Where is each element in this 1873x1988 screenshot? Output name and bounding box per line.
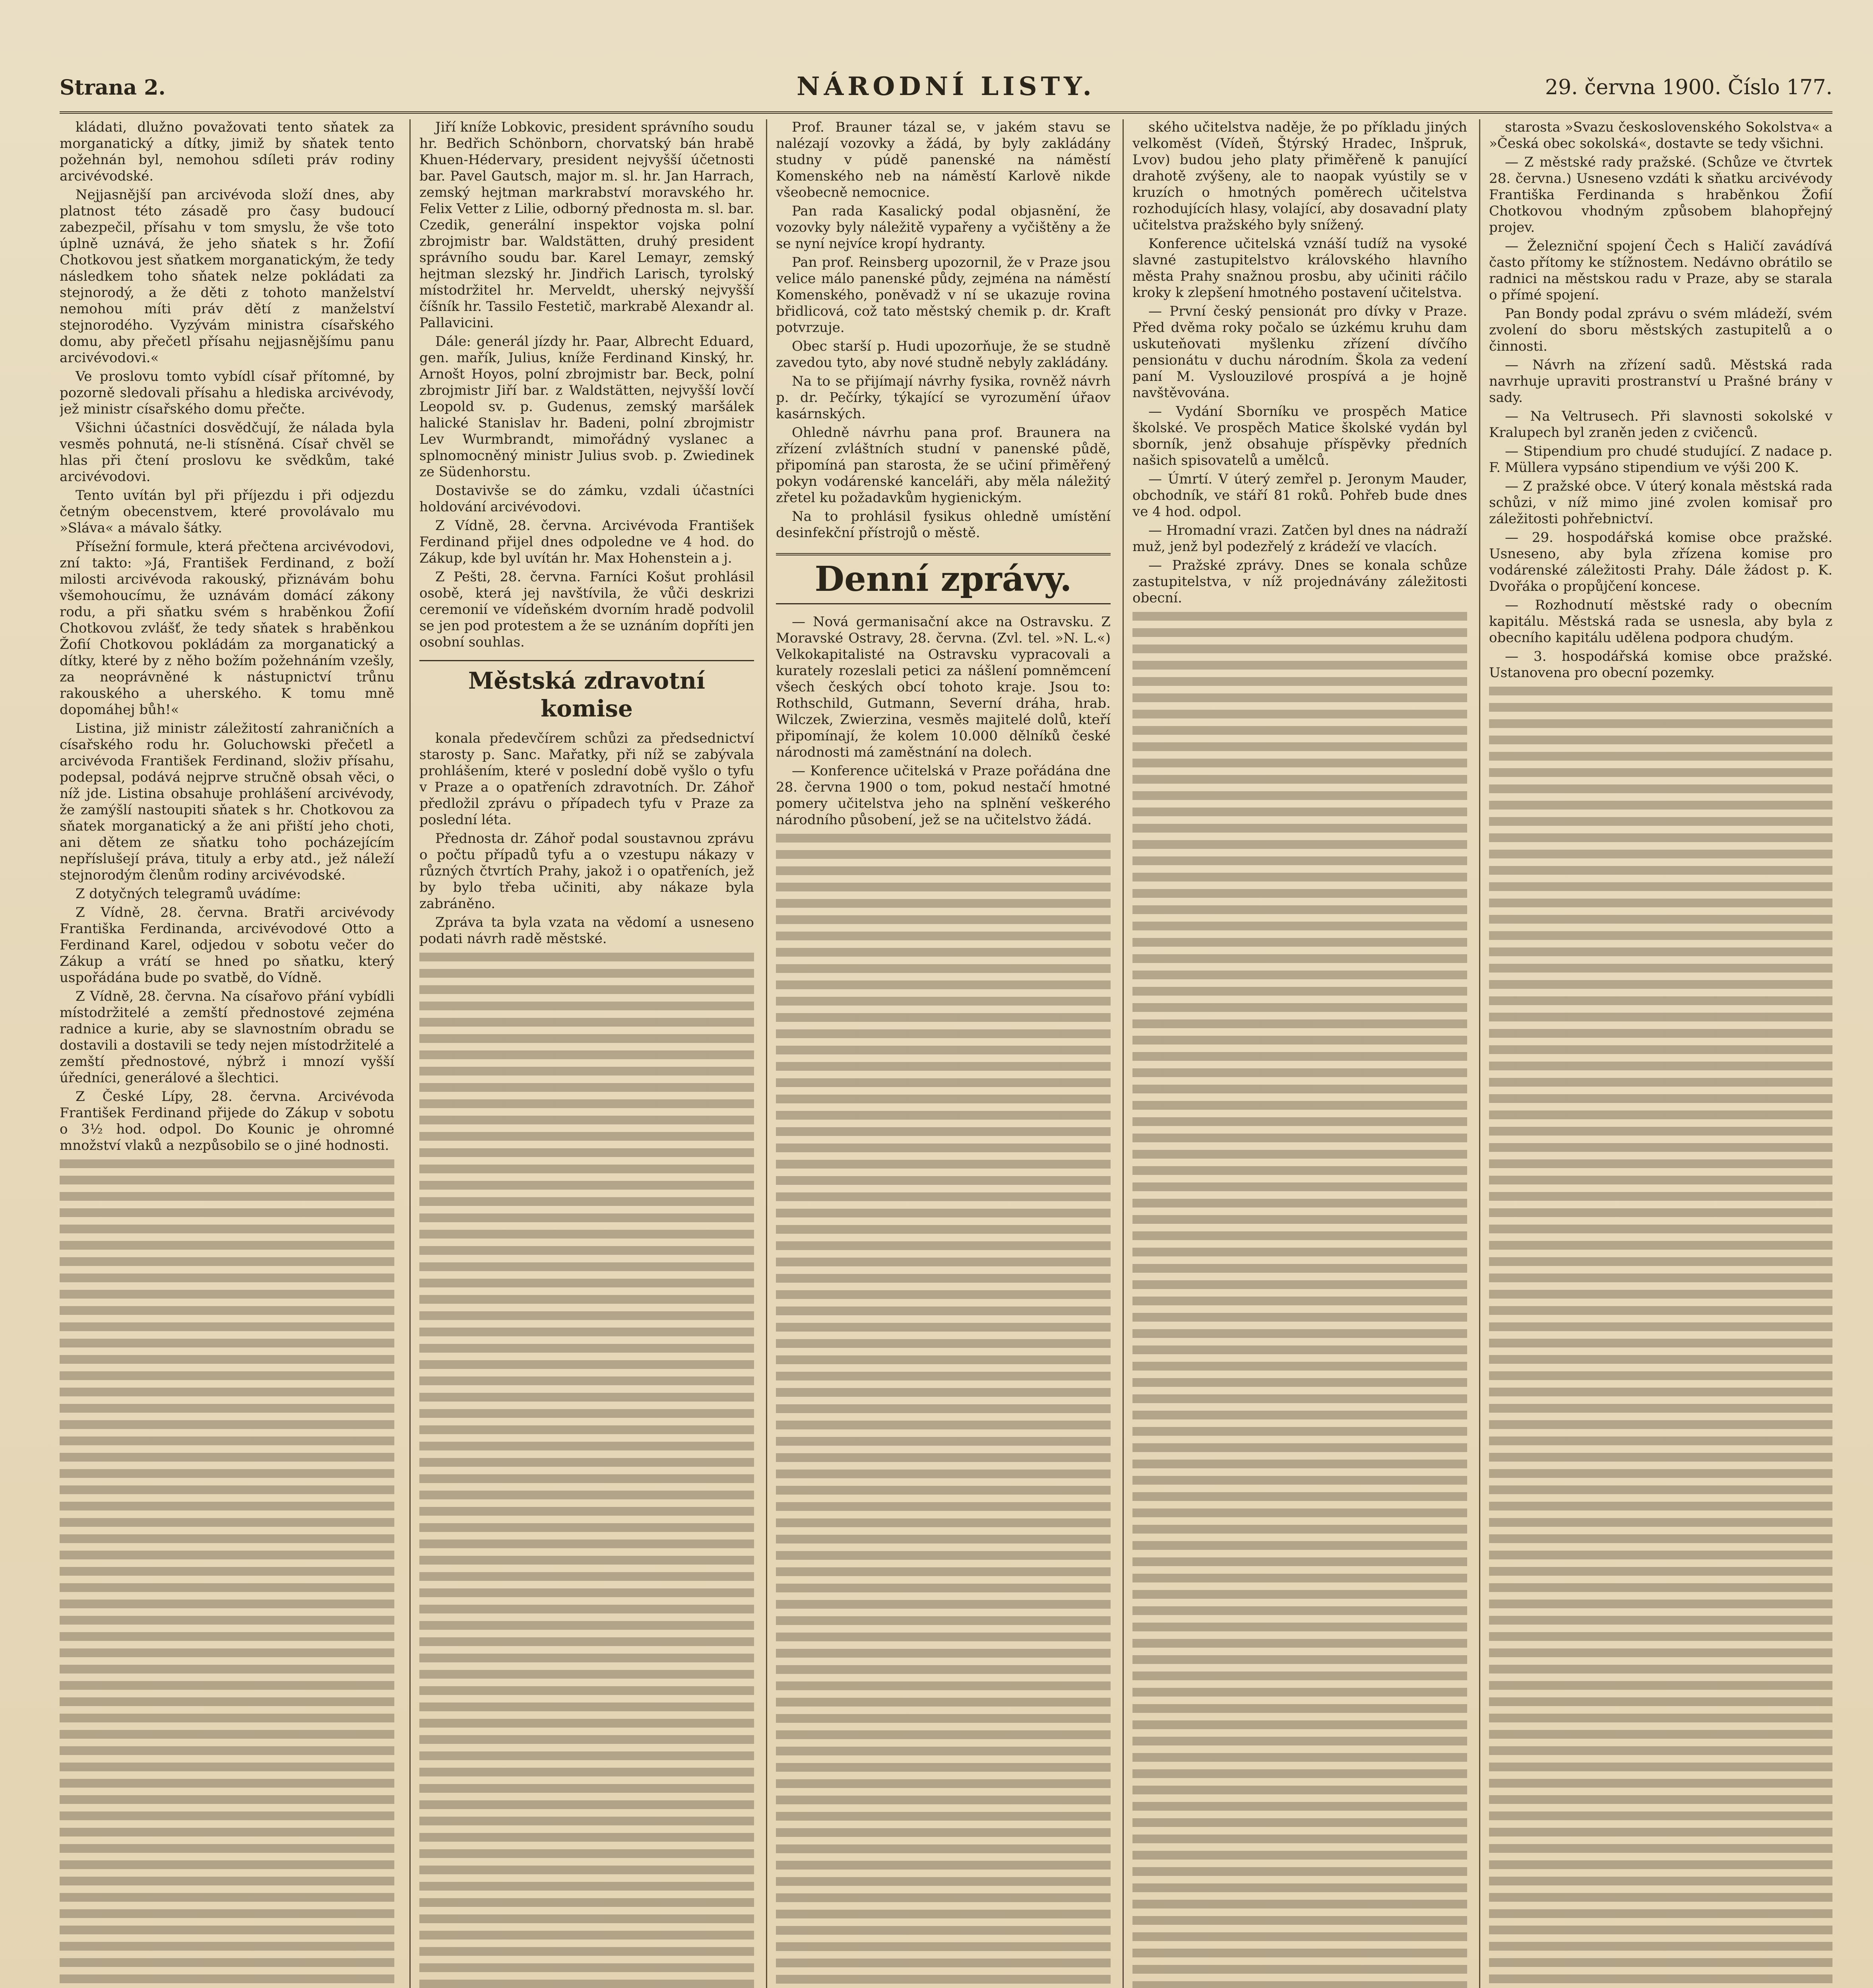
column-1	[60, 119, 394, 1988]
paragraph: Dále: generál jízdy hr. Paar, Albrecht Eduard, gen. mařík, Julius, kníže Ferdinand Kinský, hr. Arnošt Hoyos, polní zbrojmistr bar. Beck, polní zbrojmistr Jiří bar. z Waldstätten, nejvyšší lovčí Leopold sv. p. Gudenus, zemský maršálek halické Stanislav hr. Badeni, polní zbrojmistr Lev Wurmbrandt, mimořádný vyslanec a splnomocněný ministr Julius svob. p. Zwiedinek ze Südenhorstu.	[419, 334, 754, 480]
paragraph: Všichni účastníci dosvědčují, že nálada byla vesměs pohnutá, ne-li stísněná. Císař chvěl se hlas při čtení proslovu ke svědkům, také arcivévodovi.	[60, 420, 394, 485]
paragraph: kládati, dlužno považovati tento sňatek za morganatický a dítky, jimiž by sňatek tento požehnán byl, nemohou sdíleti práv rodiny arcivévodské.	[60, 119, 394, 184]
column-5	[1489, 119, 1832, 1988]
paragraph: — Stipendium pro chudé studující. Z nadace p. F. Müllera vypsáno stipendium ve výši 200 K.	[1489, 443, 1832, 476]
paragraph: Z Vídně, 28. června. Bratři arcivévody Františka Ferdinanda, arcivévodové Otto a Ferdinand Karel, odjedou v sobotu večer do Zákup a vrátí se hned po sňatku, který uspořádána bude po svatbě, do Vídně.	[60, 905, 394, 986]
paragraph: Z České Lípy, 28. června. Arcivévoda František Ferdinand přijede do Zákup v sobotu o 3½ hod. odpol. Do Kounic je ohromné množství vlaků a nezpůsobilo se o jiné hodnosti.	[60, 1089, 394, 1153]
paragraph: starosta »Svazu československého Sokolstva« a »Česká obec sokolská«, dostavte se tedy všichni.	[1489, 119, 1832, 151]
paragraph: Ohledně návrhu pana prof. Braunera na zřízení zvláštních studní v panenské půdě, připomíná pan starosta, že se učiní přiměřený pokyn vodárenské kanceláři, aby měla náležitý zřetel ku požadavkům hygienickým.	[776, 425, 1111, 506]
text-continuation	[60, 1156, 394, 1988]
text-continuation	[776, 831, 1111, 1988]
paragraph: Zpráva ta byla vzata na vědomí a usneseno podati návrh radě městské.	[419, 914, 754, 947]
paragraph: Ve proslovu tomto vybídl císař přítomné, by pozorně sledovali přísahu a hlediska arcivévody, jež ministr císařského domu přečte.	[60, 369, 394, 417]
paragraph: Prof. Brauner tázal se, v jakém stavu se nalézají vozovky a žádá, by byly zakládány studny v púdě panenské na náměstí Komenského neb na náměstí Karlově nikde všeobecně nemocnice.	[776, 119, 1111, 200]
column-rule	[766, 119, 767, 1988]
paragraph: — Rozhodnutí městské rady o obecním kapitálu. Městská rada se usnesla, aby byla z obecního kapitálu udělena podpora chudým.	[1489, 597, 1832, 646]
paragraph: — Konference učitelská v Praze pořádána dne 28. června 1900 o tom, pokud nestačí hmotné pomery učitelstva jeho na splnění veškerého národního působení, jež se na učitelstvo žádá.	[776, 763, 1111, 828]
paragraph: ského učitelstva naděje, že po příkladu jiných velkoměst (Vídeň, Štýrský Hradec, Inšpruk, Lvov) budou jeho platy přiměřeně k panující drahotě zvýšeny, ale to naopak vyústily se v kruzích o hmotných poměrech učitelstva rozhodujících hlasy, volající, aby dosavadní platy učitelstva pražského byly snížený.	[1132, 119, 1467, 233]
section-heading: Denní zprávy.	[776, 553, 1111, 604]
paragraph: — 29. hospodářská komise obce pražské. Usneseno, aby byla zřízena komise pro vodárenské záležitosti Prahy. Dále žádost p. K. Dvořáka o propůjčení koncese.	[1489, 530, 1832, 594]
column-rule	[1123, 119, 1124, 1988]
paragraph: — Vydání Sborníku ve prospěch Matice školské. Ve prospěch Matice školské vydán byl sborník, jenž obsahuje příspěvky předních našich spisovatelů a umělců.	[1132, 404, 1467, 468]
paragraph: — Z pražské obce. V úterý konala městská rada schůzi, v níž mimo jiné zvolen komisař pro záležitosti pohřebnictví.	[1489, 478, 1832, 527]
text-continuation	[419, 949, 754, 1988]
paragraph: — Na Veltrusech. Při slavnosti sokolské v Kralupech byl zraněn jeden z cvičenců.	[1489, 408, 1832, 441]
paragraph: Pan rada Kasalický podal objasnění, že vozovky byly náležitě vypařeny a vyčištěny a že se nyní nejvíce kropí hydranty.	[776, 203, 1111, 252]
paragraph: Pan prof. Reinsberg upozornil, že v Praze jsou velice málo panenské půdy, zejména na náměstí Komenského, poněvadž v ní se ukazuje rovina břidlicová, což tato městský chemik p. dr. Kraft potvrzuje.	[776, 254, 1111, 336]
paragraph: — Z městské rady pražské. (Schůze ve čtvrtek 28. června.) Usneseno vzdáti k sňatku arcivévody Františka Ferdinanda s hraběnkou Žofií Chotkovou vhodným způsobem blahopřejný projev.	[1489, 154, 1832, 235]
paragraph: — Pražské zprávy. Dnes se konala schůze zastupitelstva, v níž projednávány záležitosti obecní.	[1132, 557, 1467, 606]
column-2	[419, 119, 754, 1988]
paragraph: Z Vídně, 28. června. Na císařovo přání vybídli místodržitelé a zemští přednostové zejména radnice a kurie, aby se slavnostním obradu se dostavili a dostavili se tedy nejen místodržitelé a zemští přednostové, nýbrž i mnozí vyšší úředníci, generálové a šlechtici.	[60, 988, 394, 1086]
text-continuation	[1489, 683, 1832, 1988]
masthead	[60, 68, 1832, 114]
paragraph: Obec starší p. Hudi upozorňuje, že se studně zavedou tyto, aby nové studně nebyly zakládány.	[776, 338, 1111, 371]
paragraph: — Návrh na zřízení sadů. Městská rada navrhuje upraviti prostranství u Prašné brány v sady.	[1489, 357, 1832, 406]
newspaper-title: NÁRODNÍ LISTY.	[797, 72, 1095, 101]
paragraph: — 3. hospodářská komise obce pražské. Ustanovena pro obecní pozemky.	[1489, 648, 1832, 681]
paragraph: Na to se přijímají návrhy fysika, rovněž návrh p. dr. Pečírky, týkající se vyrozumění úřaov kasárnských.	[776, 373, 1111, 422]
paragraph: Nejjasnější pan arcivévoda složí dnes, aby platnost této zásadě pro časy budoucí zabezpečil, přísahu v tom smyslu, že vše toto úplně uznává, že jeho sňatek s hr. Žofií Chotkovou jest sňatkem morganatickým, že tedy následkem toho sňatek nelze pokládati za stejnorodý, a že děti z tohoto manželství nemohou míti práv dětí z manželství stejnorodého. Vyzývám ministra císařského domu, aby přečetl přísahu nejjasnějšímu panu arcivévodovi.«	[60, 187, 394, 366]
paragraph: Přísežní formule, která přečtena arcivévodovi, zní takto: »Já, František Ferdinand, z boží milosti arcivévoda rakouský, přiznávám bohu všemohoucímu, že uznávám domácí zákony rodu, a při sňatku svém s hraběnkou Žofií Chotkovou zvlášť, že tedy sňatek s hraběnkou Žofií Chotkovou pokládám za morganatický a dítky, které by z něho božím požehnáním vzešly, za neoprávněné k nástupnictví trůnu rakouského a uherského. K tomu mně dopomáhej bůh!«	[60, 539, 394, 718]
text-continuation	[1132, 609, 1467, 1988]
issue-date-number: 29. června 1900. Číslo 177.	[1545, 76, 1832, 99]
paragraph: Z Pešti, 28. června. Farníci Košut prohlásil osobě, která jej navštívila, že vůči deskrizi ceremonií ve vídeňském dvorním hradě podvolil se jen pod protestem a že se uznáním dopříti jen osobní souhlas.	[419, 569, 754, 650]
paragraph: Z Vídně, 28. června. Arcivévoda František Ferdinand přijel dnes odpoledne ve 4 hod. do Zákup, kde byl uvítán hr. Max Hohenstein a j.	[419, 518, 754, 566]
paragraph: Listina, již ministr záležitostí zahraničních a císařského rodu hr. Goluchowski přečetl a arcivévoda František Ferdinand, složiv přísahu, podepsal, podává nejprve stručně obsah věci, o níž jde. Listina obsahuje prohlášení arcivévody, že zamýšlí nastoupiti sňatek s hr. Chotkovou za sňatek morganatický a že ani přiští jeho choti, ani dětem ze sňatku toho pocházejícím nepříslušejí práva, tituly a erby atd., jež náleží stejnorodým členům rodiny arcivévodské.	[60, 720, 394, 883]
paragraph: — Nová germanisační akce na Ostravsku. Z Moravské Ostravy, 28. června. (Zvl. tel. »N. L.«) Velkokapitalisté na Ostravsku vypracovali a kurately rozeslali petici za nášlení pomněmcení všech českých obcí tohoto kraje. Jsou to: Rothschild, Gutmann, Severní dráha, hrab. Wilczek, Zwierzina, vesměs majitelé dolů, kteří připomínají, že kolem 10.000 dělníků české národnosti má zaměstnání na dolech.	[776, 614, 1111, 760]
paragraph: Konference učitelská vznáší tudíž na vysoké slavné zastupitelstvo královského hlavního města Prahy snažnou prosbu, aby učiniti ráčilo kroky k zlepšení hmotného postavení učitelstva.	[1132, 236, 1467, 301]
paragraph: — Hromadní vrazi. Zatčen byl dnes na nádraží muž, jenž byl podezřelý z krádeží ve vlacích.	[1132, 522, 1467, 555]
paragraph: Jiří kníže Lobkovic, president správního soudu hr. Bedřich Schönborn, chorvatský bán hrabě Khuen-Hédervary, president nejvyšší účetnosti bar. Pavel Gautsch, major m. sl. hr. Jan Harrach, zemský hejtman markrabství moravského hr. Felix Vetter z Lilie, odborný přednosta m. sl. bar. Czedik, generální inspektor vojska polní zbrojmistr bar. Waldstätten, druhý president správního soudu bar. Karel Lemayr, zemský hejtman slezský hr. Jindřich Larisch, tyrolský místodržitel hr. Merveldt, uherský nejvyšší číšník hr. Tassilo Festetič, markrabě Alexandr al. Pallavicini.	[419, 119, 754, 331]
paragraph: — Železniční spojení Čech s Haličí zavádívá často přítomy ke stížnostem. Nedávno obrátilo se radnici na městskou radu v Praze, aby se starala o přímé spojení.	[1489, 238, 1832, 303]
paragraph: Pan Bondy podal zprávu o svém mládeží, svém zvolení do sboru městských zastupitelů a o činnosti.	[1489, 306, 1832, 354]
paragraph: Dostavivše se do zámku, vzdali účastníci holdování arcivévodovi.	[419, 483, 754, 515]
column-rule	[409, 119, 411, 1988]
columns-container	[60, 119, 1832, 1988]
paragraph: Na to prohlásil fysikus ohledně umístění desinfekční přístrojů o městě.	[776, 509, 1111, 541]
paragraph: Přednosta dr. Záhoř podal soustavnou zprávu o počtu případů tyfu a o vzestupu nákazy v různých čtvrtích Prahy, jakož i o opatřeních, jež by bylo třeba učiniti, aby nákaze byla zabráněno.	[419, 831, 754, 912]
column-4	[1132, 119, 1467, 1988]
column-rule	[1479, 119, 1480, 1988]
page-number: Strana 2.	[60, 76, 166, 100]
column-3	[776, 119, 1111, 1988]
paragraph: — Úmrtí. V úterý zemřel p. Jeronym Mauder, obchodník, ve stáří 81 roků. Pohřeb bude dnes ve 4 hod. odpol.	[1132, 471, 1467, 520]
paragraph: Z dotyčných telegramů uvádíme:	[76, 886, 301, 902]
paragraph: konala předevčírem schůzi za předsednictví starosty p. Sanc. Mařatky, při níž se zabývala prohlášením, které v poslední době vyšlo o tyfu v Praze a o opatřeních zdravotních. Dr. Záhoř předložil zprávu o případech tyfu v Praze za poslední léta.	[419, 730, 754, 828]
paragraph: Tento uvítán byl při příjezdu i při odjezdu četným obecenstvem, které provolávalo mu »Sláva« a mávalo šátky.	[60, 487, 394, 536]
section-heading: Městská zdravotní komise	[419, 660, 754, 722]
paragraph: — První český pensionát pro dívky v Praze. Před dvěma roky počalo se úzkému kruhu dam uskuteňovati myšlenku zřízení dívčího pensionátu v duchu národním. Škola za vedení paní M. Vyslouzilové prospívá a je hojně navštěvována.	[1132, 303, 1467, 401]
